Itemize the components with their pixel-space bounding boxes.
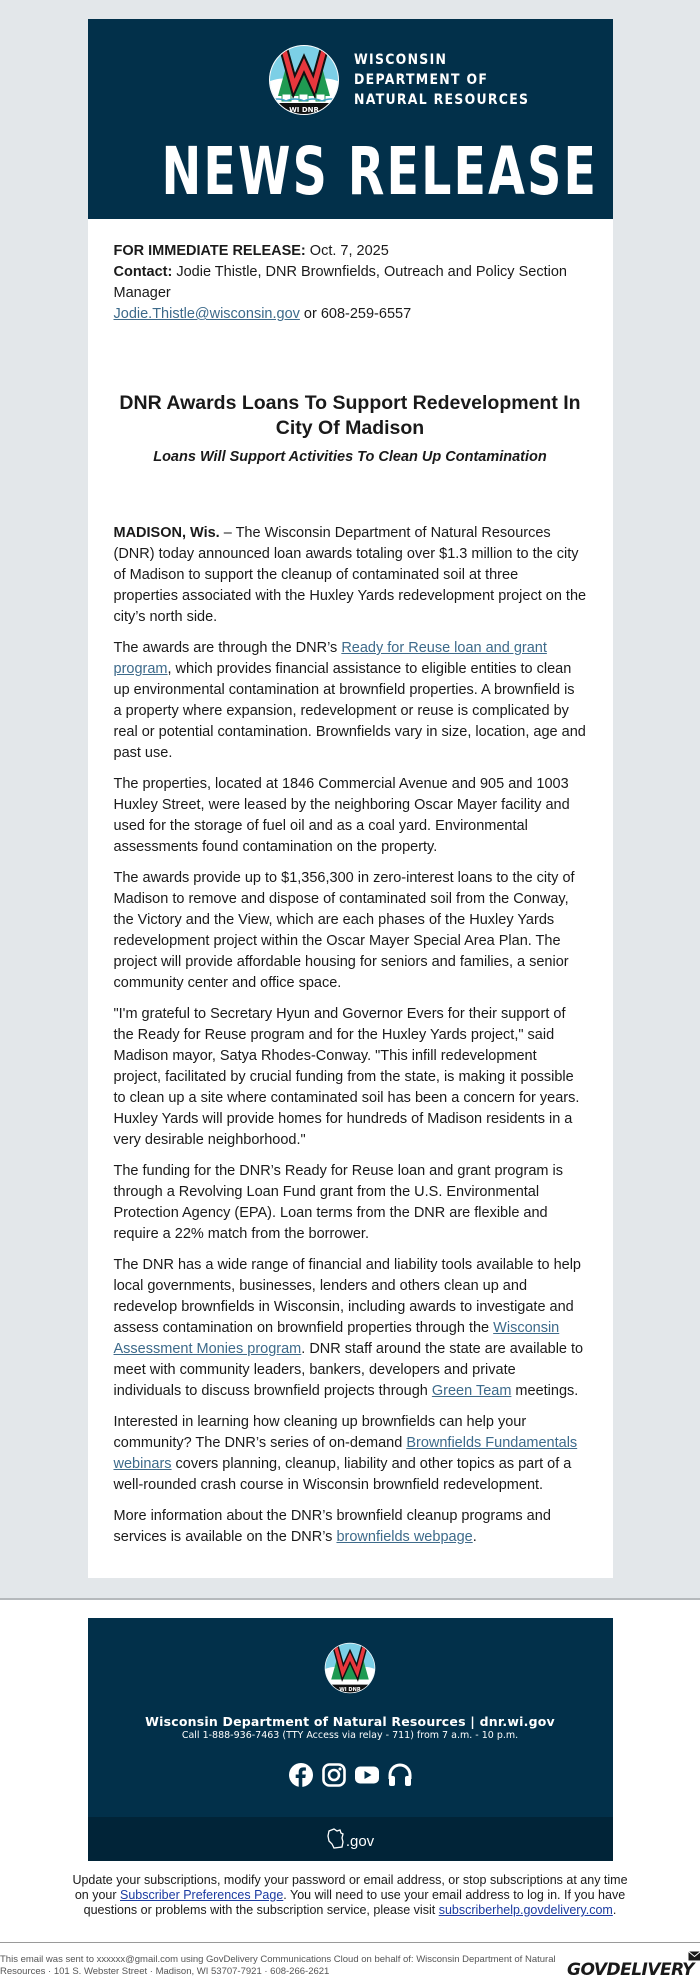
webinars-link[interactable]: Brownfields Fundamentals webinars [114,1435,578,1472]
paragraph-text: Interested in learning how cleaning up brownfields can help your community? The DNR’s series of on-demand [114,1414,527,1451]
wisconsin-state-icon [326,1828,346,1850]
contact-label: Contact: [114,264,173,280]
agency-footer [88,1618,613,1861]
subscription-text: . You will need to use your email address to log in. If you have questions or problems with the subscription service, please visit [84,1888,626,1917]
paragraph-text: The DNR has a wide range of financial and liability tools available to help local governments, businesses, lenders and others clean up and redevelop brownfields in Wisconsin, including awards to investigate and assess contamination on brownfield properties through the [114,1257,582,1336]
article-subhead: Loans Will Support Activities To Clean Up Contamination [114,447,587,467]
svg-text:WI DNR: WI DNR [339,1687,361,1693]
paragraph-text: . DNR staff around the state are available to meet with community leaders, bankers, developers and private individuals to discuss brownfield projects through [114,1341,584,1399]
footer-zone [0,1600,700,1988]
agency-name-line-2: DEPARTMENT OF [354,70,529,90]
subscriber-preferences-link[interactable]: Subscriber Preferences Page [120,1888,283,1902]
contact-email-link[interactable]: Jodie.Thistle@wisconsin.gov [114,306,300,322]
podcast-icon[interactable] [388,1763,412,1787]
youtube-icon[interactable] [355,1763,379,1787]
brownfields-webpage-link[interactable]: brownfields webpage [336,1529,472,1545]
dnr-brand [268,44,558,116]
gov-label: .gov [346,1833,374,1850]
paragraph-text: covers planning, cleanup, liability and other topics as part of a well-rounded crash course in Wisconsin brownfield redevelopment. [114,1456,572,1493]
wi-dnr-footer-logo-icon[interactable] [324,1642,376,1694]
paragraph-8 [114,1412,587,1496]
paragraph-text: The awards are through the DNR’s [114,640,342,656]
paragraph-text: . [473,1529,477,1545]
agency-name-line-3: NATURAL RESOURCES [354,90,529,110]
headline-block [88,325,613,467]
green-team-link[interactable]: Green Team [432,1383,512,1399]
article-headline: DNR Awards Loans To Support Redevelopment In City Of Madison [114,391,587,441]
header-banner [88,19,613,219]
contact-phone: or 608-259-6557 [300,306,411,322]
contact-line [114,262,587,304]
govdelivery-wordmark: GOVDELIVERY [567,1960,694,1980]
paragraph-text: meetings. [511,1383,578,1399]
instagram-icon[interactable] [322,1763,346,1787]
agency-name [354,50,529,110]
facebook-icon[interactable] [289,1763,313,1787]
subscriber-help-link[interactable]: subscriberhelp.govdelivery.com [439,1903,613,1917]
paragraph-2 [114,638,587,764]
news-release-card [88,19,613,1578]
paragraph-9 [114,1506,587,1548]
sent-notice-text: This email was sent to xxxxxx@gmail.com using GovDelivery Communications Cloud on behalf of: Wisconsin Department of Natural Resources · 101 S. Webster Street · Madison, WI 53707-7921 · 608-266-2621 [0,1954,567,1978]
release-date: Oct. 7, 2025 [310,243,389,259]
paragraph-5-quote: "I'm grateful to Secretary Hyun and Governor Evers for their support of the Ready for Reuse program and for the Huxley Yards project," said Madison mayor, Satya Rhodes-Conway. "This infill redevelopment project, facilitated by crucial funding from the state, is making it possible to clean up a site where contaminated soil has been a concern for years. Huxley Yards will provide homes for hundreds of Madison residents in a very desirable neighborhood." [114,1004,587,1151]
paragraph-text: – The Wisconsin Department of Natural Resources (DNR) today announced loan awards totaling over $1.3 million to the city of Madison to support the cleanup of contaminated soil at three properties associated with the Huxley Yards redevelopment project on the city’s north side. [114,525,587,625]
dateline: MADISON, Wis. [114,525,220,541]
footer-phone-info: Call 1-888-936-7463 (TTY Access via relay - 711) from 7 a.m. - 10 p.m. [88,1730,613,1741]
paragraph-4: The awards provide up to $1,356,300 in zero-interest loans to the city of Madison to remove and dispose of contaminated soil from the Conway, the Victory and the View, which are each phases of the Huxley Yards redevelopment project within the Oscar Mayer Special Area Plan. The project will provide affordable housing for seniors and families, a senior community center and office space. [114,868,587,994]
subscription-notice [70,1861,630,1932]
contact-name: Jodie Thistle, DNR Brownfields, Outreach and Policy Section Manager [114,264,567,301]
svg-text:WI DNR: WI DNR [289,106,319,114]
release-meta [88,219,613,325]
release-date-line [114,241,587,262]
footer-org-name: Wisconsin Department of Natural Resources | dnr.wi.gov [88,1714,613,1729]
agency-name-line-1: WISCONSIN [354,50,529,70]
contact-details [114,304,587,325]
news-release-title: NEWS RELEASE [161,137,539,207]
paragraph-1 [114,523,587,628]
envelope-icon [688,1951,700,1961]
govdelivery-logo[interactable] [567,1960,694,1980]
footer-top [88,1618,613,1817]
subscription-text: Update your subscriptions, modify your password or email address, or stop subscriptions at any time on your [72,1873,627,1902]
wisconsin-gov-link[interactable] [326,1828,374,1850]
immediate-release-label: FOR IMMEDIATE RELEASE: [114,243,306,259]
wisconsin-gov-bar [88,1817,613,1861]
article-body [88,467,613,1578]
paragraph-3: The properties, located at 1846 Commercial Avenue and 905 and 1003 Huxley Street, were leased by the neighboring Oscar Mayer facility and used for the storage of fuel oil and as a coal yard. Environmental assessments found contamination on the property. [114,774,587,858]
paragraph-text: , which provides financial assistance to eligible entities to clean up environmental contamination at brownfield properties. A brownfield is a property where expansion, redevelopment or reuse is complicated by real or potential contamination. Brownfields vary in size, location, age and past use. [114,661,586,761]
paragraph-7 [114,1255,587,1402]
ready-for-reuse-link[interactable]: Ready for Reuse loan and grant program [114,640,547,677]
subscription-text: . [613,1903,616,1917]
paragraph-text: More information about the DNR’s brownfield cleanup programs and services is available on the DNR’s [114,1508,551,1545]
social-links [88,1763,613,1787]
wi-dnr-logo-icon [268,44,340,116]
assessment-monies-link[interactable]: Wisconsin Assessment Monies program [114,1320,560,1357]
sent-notice [0,1943,700,1988]
paragraph-6: The funding for the DNR’s Ready for Reuse loan and grant program is through a Revolving Loan Fund grant from the U.S. Environmental Protection Agency (EPA). Loan terms from the DNR are flexible and require a 22% match from the borrower. [114,1161,587,1245]
